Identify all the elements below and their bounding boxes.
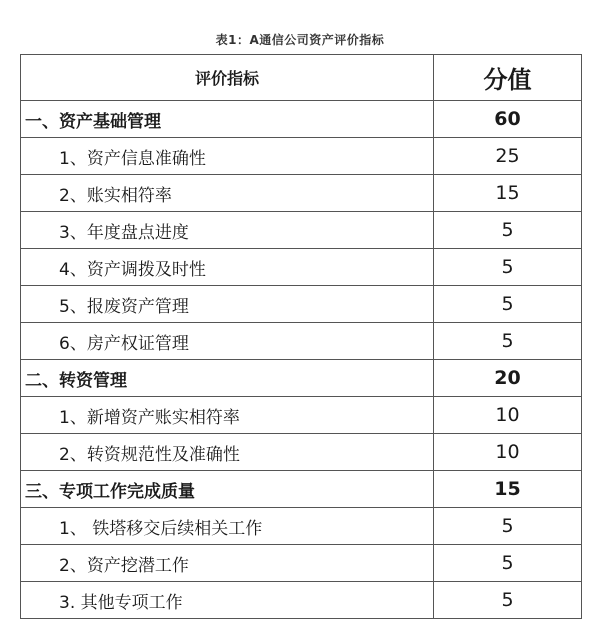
- indicator-score: 5: [434, 286, 582, 323]
- indicator-score: 5: [434, 545, 582, 582]
- table-row: [21, 286, 582, 323]
- indicator-name: 4、资产调拨及时性: [21, 249, 434, 286]
- section-score: 15: [434, 471, 582, 508]
- indicator-name: 1、资产信息准确性: [21, 138, 434, 175]
- indicator-name: 2、资产挖潜工作: [21, 545, 434, 582]
- table-body: [21, 101, 582, 619]
- table-row: [21, 508, 582, 545]
- indicator-score: 5: [434, 212, 582, 249]
- indicator-score: 25: [434, 138, 582, 175]
- table-row: [21, 138, 582, 175]
- indicator-score: 10: [434, 434, 582, 471]
- section-row: [21, 360, 582, 397]
- indicator-score: 15: [434, 175, 582, 212]
- indicator-score: 5: [434, 323, 582, 360]
- section-score: 60: [434, 101, 582, 138]
- table-row: [21, 249, 582, 286]
- indicator-score: 5: [434, 508, 582, 545]
- header-score: 分值: [434, 55, 582, 101]
- indicator-name: 1、新增资产账实相符率: [21, 397, 434, 434]
- table-caption: 表1：A通信公司资产评价指标: [215, 33, 385, 47]
- table-row: [21, 175, 582, 212]
- table-row: [21, 582, 582, 619]
- indicator-name: 3. 其他专项工作: [21, 582, 434, 619]
- section-name: 三、专项工作完成质量: [21, 471, 434, 508]
- indicator-name: 2、账实相符率: [21, 175, 434, 212]
- indicator-score: 5: [434, 582, 582, 619]
- indicator-name: 5、报废资产管理: [21, 286, 434, 323]
- section-row: [21, 101, 582, 138]
- table-row: [21, 323, 582, 360]
- section-name: 一、资产基础管理: [21, 101, 434, 138]
- header-indicator: 评价指标: [21, 55, 434, 101]
- section-row: [21, 471, 582, 508]
- indicator-name: 3、年度盘点进度: [21, 212, 434, 249]
- assessment-table: [20, 54, 582, 619]
- table-row: [21, 434, 582, 471]
- indicator-score: 10: [434, 397, 582, 434]
- table-row: [21, 397, 582, 434]
- indicator-name: 6、房产权证管理: [21, 323, 434, 360]
- indicator-name: 1、 铁塔移交后续相关工作: [21, 508, 434, 545]
- table-row: [21, 545, 582, 582]
- section-score: 20: [434, 360, 582, 397]
- indicator-name: 2、转资规范性及准确性: [21, 434, 434, 471]
- section-name: 二、转资管理: [21, 360, 434, 397]
- table-header-row: [21, 55, 582, 101]
- table-row: [21, 212, 582, 249]
- indicator-score: 5: [434, 249, 582, 286]
